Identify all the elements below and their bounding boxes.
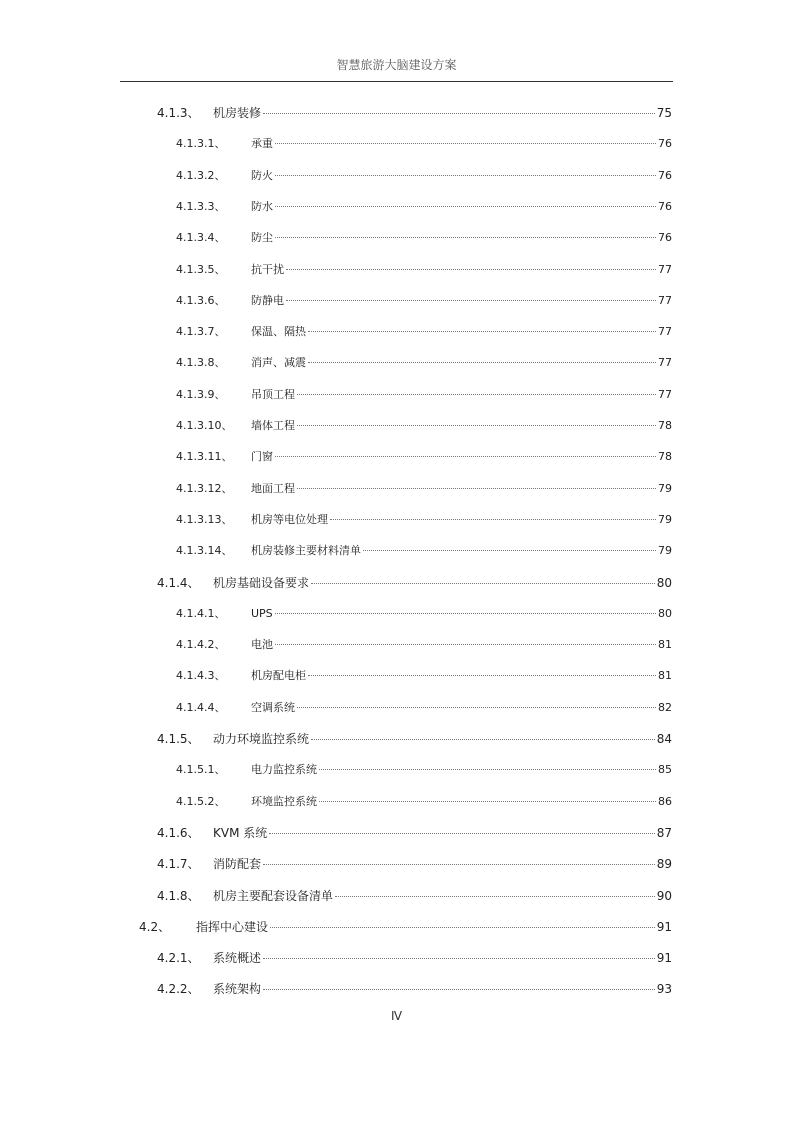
toc-entry-number: 4.2.1、 xyxy=(157,951,200,965)
page-number: Ⅳ xyxy=(390,1009,403,1023)
toc-entry[interactable] xyxy=(176,542,672,558)
toc-entry-page: 84 xyxy=(656,732,672,746)
toc-dot-leader xyxy=(297,488,656,489)
toc-dot-leader xyxy=(297,394,656,395)
toc-entry[interactable] xyxy=(176,229,672,245)
toc-entry[interactable] xyxy=(157,730,672,747)
toc-dot-leader xyxy=(335,896,655,897)
toc-dot-leader xyxy=(263,989,655,990)
toc-entry-number: 4.1.4.1、 xyxy=(176,607,226,620)
toc-entry[interactable] xyxy=(176,261,672,277)
toc-dot-leader xyxy=(363,550,656,551)
toc-entry[interactable] xyxy=(176,793,672,809)
toc-dot-leader xyxy=(275,206,656,207)
toc-entry-number: 4.1.8、 xyxy=(157,889,200,903)
toc-entry-title: 机房基础设备要求 xyxy=(213,576,310,590)
toc-entry-page: 89 xyxy=(656,857,672,871)
toc-entry[interactable] xyxy=(176,448,672,464)
toc-entry[interactable] xyxy=(157,887,672,904)
toc-entry-title: 指挥中心建设 xyxy=(196,920,269,934)
toc-dot-leader xyxy=(311,739,655,740)
toc-entry-page: 79 xyxy=(658,482,672,495)
toc-entry-number: 4.1.3.3、 xyxy=(176,200,226,213)
toc-entry-number: 4.1.3.13、 xyxy=(176,513,233,526)
toc-dot-leader xyxy=(297,707,656,708)
toc-entry-title: 环境监控系统 xyxy=(251,795,317,808)
toc-entry-number: 4.1.5.1、 xyxy=(176,763,226,776)
toc-entry[interactable] xyxy=(157,574,672,591)
toc-entry-title: 墙体工程 xyxy=(251,419,295,432)
toc-entry[interactable] xyxy=(176,198,672,214)
toc-entry[interactable] xyxy=(176,292,672,308)
toc-entry-title: 机房装修 xyxy=(213,106,262,120)
toc-entry-title: 消防配套 xyxy=(213,857,262,871)
toc-entry-page: 80 xyxy=(658,607,672,620)
toc-entry[interactable] xyxy=(176,480,672,496)
toc-entry-title: 空调系统 xyxy=(251,701,295,714)
toc-entry-title: 抗干扰 xyxy=(251,263,284,276)
toc-entry-title: 消声、减震 xyxy=(251,356,306,369)
toc-entry-number: 4.1.3.4、 xyxy=(176,231,226,244)
toc-dot-leader xyxy=(297,425,656,426)
toc-entry-title: 系统概述 xyxy=(213,951,262,965)
toc-entry[interactable] xyxy=(176,354,672,370)
toc-dot-leader xyxy=(286,269,656,270)
toc-entry-title: 门窗 xyxy=(251,450,273,463)
toc-entry-page: 76 xyxy=(658,169,672,182)
toc-entry-number: 4.1.3.7、 xyxy=(176,325,226,338)
toc-entry[interactable] xyxy=(176,386,672,402)
toc-entry[interactable] xyxy=(139,918,672,935)
toc-dot-leader xyxy=(263,113,655,114)
toc-entry-number: 4.1.3.1、 xyxy=(176,137,226,150)
toc-entry-page: 77 xyxy=(658,263,672,276)
toc-dot-leader xyxy=(275,613,656,614)
toc-entry-number: 4.1.3.11、 xyxy=(176,450,233,463)
toc-dot-leader xyxy=(269,833,654,834)
toc-entry-page: 77 xyxy=(658,388,672,401)
toc-entry-number: 4.1.3.2、 xyxy=(176,169,226,182)
toc-entry-number: 4.2、 xyxy=(139,920,171,934)
toc-dot-leader xyxy=(319,769,656,770)
toc-entry-number: 4.1.4.2、 xyxy=(176,638,226,651)
toc-entry-number: 4.1.3.9、 xyxy=(176,388,226,401)
toc-entry[interactable] xyxy=(176,135,672,151)
toc-entry-title: 防尘 xyxy=(251,231,273,244)
toc-entry-page: 77 xyxy=(658,294,672,307)
toc-entry-page: 77 xyxy=(658,325,672,338)
toc-entry-page: 81 xyxy=(658,638,672,651)
toc-entry-page: 78 xyxy=(658,450,672,463)
toc-entry-number: 4.1.7、 xyxy=(157,857,200,871)
toc-dot-leader xyxy=(270,927,655,928)
toc-entry-title: 地面工程 xyxy=(251,482,295,495)
toc-entry-page: 79 xyxy=(658,544,672,557)
toc-dot-leader xyxy=(275,644,656,645)
toc-entry-number: 4.1.6、 xyxy=(157,826,200,840)
toc-dot-leader xyxy=(263,958,655,959)
toc-entry-page: 87 xyxy=(656,826,672,840)
toc-entry[interactable] xyxy=(176,636,672,652)
toc-dot-leader xyxy=(330,519,656,520)
toc-dot-leader xyxy=(275,237,656,238)
toc-entry-title: 防静电 xyxy=(251,294,284,307)
toc-entry[interactable] xyxy=(157,855,672,872)
toc-entry-title: 吊顶工程 xyxy=(251,388,295,401)
toc-entry-page: 93 xyxy=(656,982,672,996)
toc-dot-leader xyxy=(319,801,656,802)
toc-entry[interactable] xyxy=(176,167,672,183)
toc-entry-title: 机房主要配套设备清单 xyxy=(213,889,334,903)
toc-entry-number: 4.1.4、 xyxy=(157,576,200,590)
toc-entry-number: 4.1.4.4、 xyxy=(176,701,226,714)
toc-entry-page: 81 xyxy=(658,669,672,682)
toc-entry-title: 机房装修主要材料清单 xyxy=(251,544,361,557)
toc-entry-title: 电池 xyxy=(251,638,273,651)
toc-dot-leader xyxy=(275,175,656,176)
toc-entry[interactable] xyxy=(176,667,672,683)
toc-entry-number: 4.1.3.8、 xyxy=(176,356,226,369)
toc-entry-page: 76 xyxy=(658,231,672,244)
toc-dot-leader xyxy=(275,456,656,457)
toc-entry-number: 4.1.3.6、 xyxy=(176,294,226,307)
toc-dot-leader xyxy=(308,331,656,332)
toc-entry[interactable] xyxy=(176,761,672,777)
toc-entry-number: 4.1.3、 xyxy=(157,106,200,120)
toc-entry-title: 防水 xyxy=(251,200,273,213)
toc-entry-number: 4.1.5、 xyxy=(157,732,200,746)
toc-entry[interactable] xyxy=(176,511,672,527)
toc-entry-title: UPS xyxy=(251,607,273,620)
toc-entry-title: 动力环境监控系统 xyxy=(213,732,310,746)
toc-dot-leader xyxy=(286,300,656,301)
toc-entry-page: 75 xyxy=(656,106,672,120)
toc-entry[interactable] xyxy=(176,699,672,715)
toc-dot-leader xyxy=(311,583,655,584)
toc-entry[interactable] xyxy=(176,605,672,621)
toc-dot-leader xyxy=(263,864,655,865)
toc-entry[interactable] xyxy=(176,417,672,433)
toc-dot-leader xyxy=(308,362,656,363)
toc-entry-title: 保温、隔热 xyxy=(251,325,306,338)
toc-entry[interactable] xyxy=(157,104,672,121)
toc-entry-page: 78 xyxy=(658,419,672,432)
toc-entry-page: 76 xyxy=(658,200,672,213)
toc-entry-number: 4.2.2、 xyxy=(157,982,200,996)
header-divider xyxy=(120,81,673,82)
toc-entry-number: 4.1.4.3、 xyxy=(176,669,226,682)
toc-entry-title: 机房等电位处理 xyxy=(251,513,328,526)
toc-entry-page: 91 xyxy=(656,951,672,965)
toc-entry-number: 4.1.3.14、 xyxy=(176,544,233,557)
toc-entry-page: 90 xyxy=(656,889,672,903)
toc-entry-page: 82 xyxy=(658,701,672,714)
toc-entry-number: 4.1.3.10、 xyxy=(176,419,233,432)
toc-entry-page: 77 xyxy=(658,356,672,369)
toc-entry-number: 4.1.3.5、 xyxy=(176,263,226,276)
toc-entry-title: 系统架构 xyxy=(213,982,262,996)
toc-entry-number: 4.1.5.2、 xyxy=(176,795,226,808)
toc-entry-page: 91 xyxy=(656,920,672,934)
toc-entry-title: 机房配电柜 xyxy=(251,669,306,682)
toc-entry-number: 4.1.3.12、 xyxy=(176,482,233,495)
toc-entry-page: 76 xyxy=(658,137,672,150)
toc-entry[interactable] xyxy=(157,824,672,841)
toc-dot-leader xyxy=(275,143,656,144)
toc-entry-title: 承重 xyxy=(251,137,273,150)
toc-entry-page: 80 xyxy=(656,576,672,590)
toc-entry[interactable] xyxy=(157,949,672,966)
toc-entry-title: KVM 系统 xyxy=(213,826,268,840)
toc-entry-page: 86 xyxy=(658,795,672,808)
toc-entry[interactable] xyxy=(157,980,672,997)
toc-entry-page: 85 xyxy=(658,763,672,776)
toc-entry-title: 防火 xyxy=(251,169,273,182)
toc-entry-title: 电力监控系统 xyxy=(251,763,317,776)
toc-entry-page: 79 xyxy=(658,513,672,526)
toc-entry[interactable] xyxy=(176,323,672,339)
document-title: 智慧旅游大脑建设方案 xyxy=(336,58,457,72)
toc-dot-leader xyxy=(308,675,656,676)
